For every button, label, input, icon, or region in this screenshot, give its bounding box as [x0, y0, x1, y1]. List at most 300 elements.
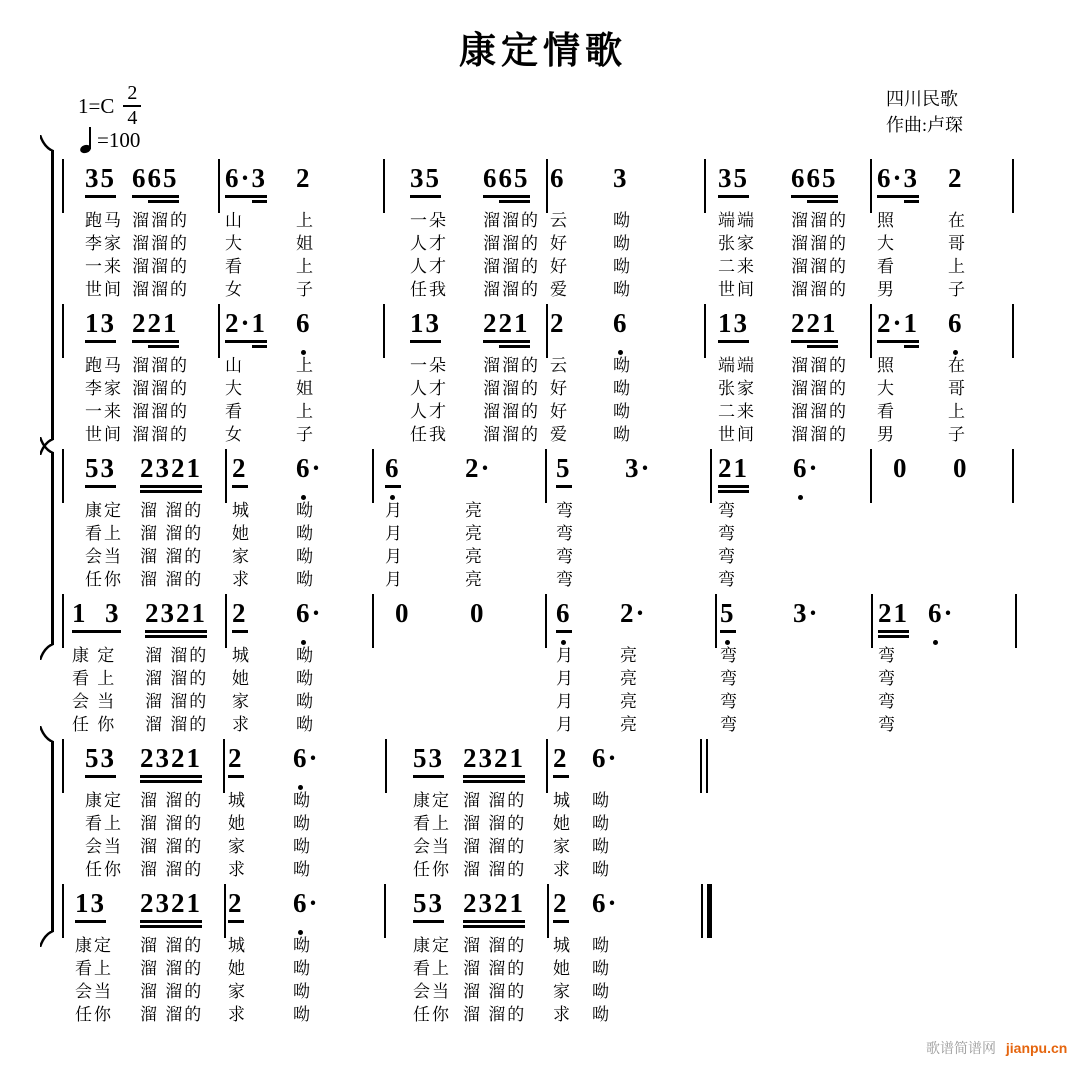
- note-segment: 0: [470, 598, 486, 628]
- note-segment: 6: [550, 163, 566, 193]
- note-column: [395, 598, 411, 644]
- lyric-line: 溜溜的: [483, 425, 540, 444]
- lyric-line: 端端: [718, 356, 756, 375]
- lyric-line: 会当: [413, 837, 451, 856]
- lyric-line: 家: [232, 692, 251, 711]
- lyric-line: 呦: [592, 860, 611, 879]
- note-segment: 0: [893, 453, 909, 483]
- lyric-line: 溜溜的: [132, 257, 189, 276]
- lyric-line: 康定: [85, 501, 123, 520]
- note-column: [140, 743, 203, 881]
- tempo-marking: [80, 126, 140, 153]
- note-column: [75, 888, 113, 1026]
- note-digits: [140, 888, 203, 934]
- lyric-line: 一朵: [410, 356, 448, 375]
- lyric-line: 溜溜的: [791, 356, 848, 375]
- note-column: [553, 888, 572, 1026]
- note-segment: 3: [904, 163, 920, 203]
- lyric-line: 城: [553, 936, 572, 955]
- verse-bracket: [51, 150, 54, 440]
- lyric-line: 子: [296, 425, 315, 444]
- lyric-line: 溜 溜的: [463, 982, 527, 1001]
- low-octave-dot: [561, 640, 566, 645]
- barline: [546, 159, 548, 213]
- note-column: [413, 888, 451, 1026]
- lyric-line: 好: [550, 257, 569, 276]
- lyric-line: 溜 溜的: [463, 837, 527, 856]
- note-column: [948, 163, 967, 301]
- lyric-line: 世间: [85, 280, 123, 299]
- barline: [384, 884, 386, 938]
- lyric-line: 呦: [296, 669, 315, 688]
- verse-bracket: [51, 452, 54, 645]
- note-segment: 0: [953, 453, 969, 483]
- lyric-line: 呦: [592, 791, 611, 810]
- note-segment: 6·: [592, 888, 619, 918]
- note-digits: [85, 163, 123, 209]
- lyric-line: 她: [232, 524, 251, 543]
- note-column: [410, 308, 448, 446]
- note-column: [85, 453, 123, 591]
- note-segment: 13: [85, 308, 116, 348]
- barline: [545, 594, 547, 648]
- lyric-line: 求: [228, 1005, 247, 1024]
- lyric-line: 大: [225, 379, 244, 398]
- lyric-line: 呦: [293, 1005, 312, 1024]
- note-column: [625, 453, 652, 499]
- lyric-line: 照: [877, 356, 896, 375]
- lyric-line: 端端: [718, 211, 756, 230]
- note-column: [232, 598, 251, 736]
- lyric-line: 弯: [878, 669, 897, 688]
- low-octave-dot: [301, 495, 306, 500]
- lyric-line: 月: [385, 524, 404, 543]
- lyric-line: 爱: [550, 280, 569, 299]
- note-digits: [410, 163, 448, 209]
- lyric-line: 溜溜的: [791, 257, 848, 276]
- barline: [372, 449, 374, 503]
- lyric-line: 哥: [948, 379, 967, 398]
- credits: [886, 86, 963, 138]
- note-digits: [556, 598, 575, 644]
- lyric-line: 溜溜的: [483, 211, 540, 230]
- lyric-line: 她: [553, 814, 572, 833]
- note-segment: 6·: [225, 163, 252, 203]
- note-digits: [293, 888, 320, 934]
- note-digits: [85, 743, 123, 789]
- lyric-line: 大: [877, 379, 896, 398]
- time-signature-denominator: 4: [127, 107, 138, 129]
- lyric-line: 亮: [620, 692, 639, 711]
- barline: [870, 159, 872, 213]
- quarter-note-icon: [80, 126, 94, 153]
- note-segment: 2321: [463, 743, 525, 783]
- note-digits: [296, 598, 323, 644]
- barline: [545, 449, 547, 503]
- note-column: [718, 453, 749, 591]
- barline: [62, 159, 64, 213]
- lyric-line: 弯: [556, 570, 575, 589]
- note-segment: 2: [791, 308, 807, 348]
- note-digits: [877, 163, 919, 209]
- barline: [383, 159, 385, 213]
- note-digits: [948, 163, 967, 209]
- barline: [62, 739, 64, 793]
- note-segment: 6: [556, 598, 572, 638]
- watermark-site-link[interactable]: jianpu.cn: [1005, 1040, 1068, 1056]
- note-column: [793, 598, 820, 644]
- lyric-line: 溜溜的: [791, 280, 848, 299]
- note-segment: 3: [613, 163, 629, 193]
- note-digits: [296, 453, 323, 499]
- lyric-line: 在: [948, 356, 967, 375]
- bracket-hook-icon: [40, 135, 54, 151]
- note-segment: 2·: [620, 598, 647, 628]
- barline: [870, 304, 872, 358]
- barline: [62, 304, 64, 358]
- note-column: [791, 163, 848, 301]
- lyric-line: 溜 溜的: [145, 692, 209, 711]
- lyric-line: 会当: [75, 982, 113, 1001]
- lyric-line: 男: [877, 425, 896, 444]
- lyric-line: 呦: [293, 982, 312, 1001]
- note-segment: 6·: [296, 453, 323, 483]
- note-column: [556, 453, 575, 591]
- note-digits: [228, 888, 247, 934]
- note-column: [893, 453, 909, 499]
- lyric-line: 上: [296, 211, 315, 230]
- lyric-line: 家: [228, 982, 247, 1001]
- lyric-line: 看: [225, 402, 244, 421]
- note-digits: [296, 163, 315, 209]
- key-time-signature: [78, 82, 141, 130]
- note-segment: 35: [85, 163, 116, 203]
- lyric-line: 云: [550, 356, 569, 375]
- lyric-line: 亮: [620, 646, 639, 665]
- note-digits: [232, 453, 251, 499]
- lyric-line: 女: [225, 280, 244, 299]
- bracket-hook-icon: [40, 644, 54, 660]
- note-digits: [293, 743, 320, 789]
- note-column: [296, 163, 315, 301]
- note-digits: [613, 163, 632, 209]
- composer-label: 作曲:卢琛: [886, 115, 964, 135]
- lyric-line: 溜溜的: [791, 211, 848, 230]
- note-segment: 2: [948, 163, 964, 193]
- note-segment: 13: [718, 308, 749, 348]
- note-digits: [550, 308, 569, 354]
- barline: [546, 304, 548, 358]
- lyric-line: 呦: [293, 837, 312, 856]
- note-digits: [483, 163, 540, 209]
- lyric-line: 好: [550, 234, 569, 253]
- lyric-line: 呦: [613, 425, 632, 444]
- note-column: [877, 308, 919, 446]
- lyric-line: 溜 溜的: [463, 959, 527, 978]
- lyric-line: 月: [556, 646, 575, 665]
- lyric-line: 子: [948, 425, 967, 444]
- note-column: [225, 163, 267, 301]
- note-segment: 2·: [877, 308, 904, 348]
- note-digits: [132, 308, 189, 354]
- lyric-line: 上: [948, 257, 967, 276]
- note-digits: [553, 888, 572, 934]
- note-segment: 2: [228, 888, 244, 928]
- barline: [372, 594, 374, 648]
- note-segment: 5: [556, 453, 572, 493]
- note-digits: [483, 308, 540, 354]
- lyric-line: 弯: [556, 547, 575, 566]
- note-segment: 35: [718, 163, 749, 203]
- lyric-line: 呦: [613, 379, 632, 398]
- note-segment: 2: [232, 453, 248, 493]
- note-digits: [592, 888, 619, 934]
- lyric-line: 溜 溜的: [140, 524, 204, 543]
- lyric-line: 亮: [465, 570, 484, 589]
- low-octave-dot: [390, 495, 395, 500]
- note-column: [232, 453, 251, 591]
- lyric-line: 亮: [620, 715, 639, 734]
- note-digits: [928, 598, 955, 644]
- note-digits: [72, 598, 121, 644]
- lyric-line: 溜 溜的: [463, 791, 527, 810]
- note-digits: [470, 598, 486, 644]
- low-octave-dot: [618, 350, 623, 355]
- note-column: [556, 598, 575, 736]
- barline: [224, 884, 226, 938]
- lyric-line: 溜溜的: [791, 234, 848, 253]
- note-segment: 6·: [928, 598, 955, 628]
- lyric-line: 呦: [592, 814, 611, 833]
- key-label: 1=C: [78, 93, 115, 118]
- lyric-line: 康定: [413, 791, 451, 810]
- barline: [225, 449, 227, 503]
- lyric-line: 城: [228, 791, 247, 810]
- lyric-line: 任我: [410, 280, 448, 299]
- lyric-line: 家: [553, 837, 572, 856]
- lyric-line: 看: [877, 402, 896, 421]
- lyric-line: 月: [556, 669, 575, 688]
- bracket-hook-icon: [40, 437, 54, 453]
- note-column: [463, 888, 526, 1026]
- watermark-site-name: 歌谱简谱网: [926, 1040, 996, 1056]
- note-column: [385, 453, 404, 591]
- lyric-line: 看上: [413, 814, 451, 833]
- lyric-line: 呦: [592, 837, 611, 856]
- note-segment: 2: [132, 308, 148, 348]
- lyric-line: 弯: [556, 501, 575, 520]
- note-column: [413, 743, 451, 881]
- lyric-line: 溜溜的: [791, 379, 848, 398]
- note-digits: [793, 598, 820, 644]
- barline: [225, 594, 227, 648]
- note-column: [463, 743, 526, 881]
- lyric-line: 呦: [296, 646, 315, 665]
- lyric-line: 溜溜的: [132, 356, 189, 375]
- lyric-line: 呦: [296, 501, 315, 520]
- low-octave-dot: [298, 930, 303, 935]
- note-digits: [413, 743, 451, 789]
- lyric-line: 子: [296, 280, 315, 299]
- note-digits: [791, 163, 848, 209]
- note-segment: 65: [148, 163, 179, 203]
- note-digits: [145, 598, 208, 644]
- note-segment: 1: [252, 308, 268, 348]
- lyric-line: 溜溜的: [132, 234, 189, 253]
- note-column: [928, 598, 955, 644]
- barline: [62, 594, 64, 648]
- note-segment: 6·: [296, 598, 323, 628]
- note-digits: [550, 163, 569, 209]
- note-segment: 21: [148, 308, 179, 348]
- note-segment: 13: [75, 888, 106, 928]
- note-digits: [793, 453, 820, 499]
- lyric-line: 云: [550, 211, 569, 230]
- note-segment: 5: [720, 598, 736, 638]
- note-column: [553, 743, 572, 881]
- lyric-line: 溜溜的: [483, 402, 540, 421]
- lyric-line: 她: [228, 814, 247, 833]
- note-column: [145, 598, 208, 736]
- note-digits: [85, 453, 123, 499]
- lyric-line: 溜溜的: [483, 356, 540, 375]
- note-segment: 2: [483, 308, 499, 348]
- note-segment: 2321: [463, 888, 525, 928]
- lyric-line: 呦: [296, 692, 315, 711]
- lyric-line: 会 当: [72, 692, 117, 711]
- note-segment: 2: [296, 163, 312, 193]
- note-column: [132, 163, 189, 301]
- note-segment: 6: [613, 308, 629, 338]
- lyric-line: 她: [228, 959, 247, 978]
- verse-bracket: [51, 741, 54, 932]
- note-column: [877, 163, 919, 301]
- note-column: [793, 453, 820, 499]
- barline: [62, 449, 64, 503]
- lyric-line: 她: [232, 669, 251, 688]
- barline: [1015, 594, 1017, 648]
- barline: [700, 739, 702, 793]
- lyric-line: 世间: [718, 425, 756, 444]
- lyric-line: 任你: [85, 570, 123, 589]
- barline: [710, 449, 712, 503]
- lyric-line: 康 定: [72, 646, 117, 665]
- note-column: [140, 888, 203, 1026]
- note-segment: 2: [553, 743, 569, 783]
- lyric-line: 李家: [85, 234, 123, 253]
- note-segment: 21: [499, 308, 530, 348]
- note-column: [72, 598, 121, 736]
- note-segment: 3: [252, 163, 268, 203]
- note-digits: [85, 308, 123, 354]
- note-column: [592, 888, 619, 1026]
- note-segment: 3·: [625, 453, 652, 483]
- note-digits: [395, 598, 411, 644]
- lyric-line: 世间: [718, 280, 756, 299]
- low-octave-dot: [725, 640, 730, 645]
- note-column: [228, 888, 247, 1026]
- lyric-line: 溜 溜的: [140, 501, 204, 520]
- lyric-line: 溜 溜的: [145, 669, 209, 688]
- lyric-line: 溜溜的: [132, 379, 189, 398]
- note-digits: [465, 453, 492, 499]
- lyric-line: 上: [948, 402, 967, 421]
- note-column: [718, 163, 756, 301]
- note-digits: [410, 308, 448, 354]
- note-segment: 6·: [793, 453, 820, 483]
- note-segment: 2321: [140, 743, 202, 783]
- note-digits: [556, 453, 575, 499]
- barline: [546, 739, 548, 793]
- lyric-line: 在: [948, 211, 967, 230]
- lyric-line: 呦: [293, 936, 312, 955]
- lyric-line: 亮: [465, 524, 484, 543]
- song-title: 康定情歌: [459, 31, 627, 72]
- note-segment: 2·: [225, 308, 252, 348]
- lyric-line: 呦: [293, 959, 312, 978]
- note-segment: 1 3: [72, 598, 121, 638]
- lyric-line: 一来: [85, 257, 123, 276]
- note-segment: 53: [85, 453, 116, 493]
- note-segment: 53: [413, 888, 444, 928]
- lyric-line: 弯: [718, 524, 737, 543]
- note-column: [878, 598, 909, 736]
- lyric-line: 月: [385, 547, 404, 566]
- lyric-line: 溜 溜的: [145, 715, 209, 734]
- watermark: [926, 1038, 1067, 1058]
- note-digits: [893, 453, 909, 499]
- lyric-line: 呦: [592, 982, 611, 1001]
- lyric-line: 城: [232, 646, 251, 665]
- note-column: [85, 308, 123, 446]
- note-segment: 13: [410, 308, 441, 348]
- barline: [870, 449, 872, 503]
- lyric-line: 姐: [296, 234, 315, 253]
- lyric-line: 人才: [410, 257, 448, 276]
- low-octave-dot: [301, 350, 306, 355]
- note-segment: 2·: [465, 453, 492, 483]
- lyric-line: 溜溜的: [483, 280, 540, 299]
- lyric-line: 会当: [85, 547, 123, 566]
- note-segment: 53: [85, 743, 116, 783]
- lyric-line: 求: [232, 715, 251, 734]
- note-segment: 2: [553, 888, 569, 928]
- lyric-line: 月: [385, 501, 404, 520]
- note-segment: 21: [807, 308, 838, 348]
- lyric-line: 溜溜的: [132, 211, 189, 230]
- lyric-line: 溜 溜的: [145, 646, 209, 665]
- barline: [707, 884, 712, 938]
- lyric-line: 二来: [718, 257, 756, 276]
- note-column: [483, 308, 540, 446]
- bracket-hook-icon: [40, 726, 54, 742]
- lyric-line: 溜 溜的: [140, 814, 204, 833]
- lyric-line: 呦: [613, 211, 632, 230]
- note-digits: [553, 743, 572, 789]
- note-digits: [620, 598, 647, 644]
- lyric-line: 呦: [293, 814, 312, 833]
- note-column: [140, 453, 203, 591]
- low-octave-dot: [301, 640, 306, 645]
- barline: [385, 739, 387, 793]
- lyric-line: 任你: [413, 1005, 451, 1024]
- note-segment: 6: [948, 308, 964, 338]
- lyric-line: 呦: [592, 1005, 611, 1024]
- lyric-line: 溜溜的: [132, 402, 189, 421]
- lyric-line: 任 你: [72, 715, 117, 734]
- note-column: [228, 743, 247, 881]
- note-column: [293, 743, 320, 881]
